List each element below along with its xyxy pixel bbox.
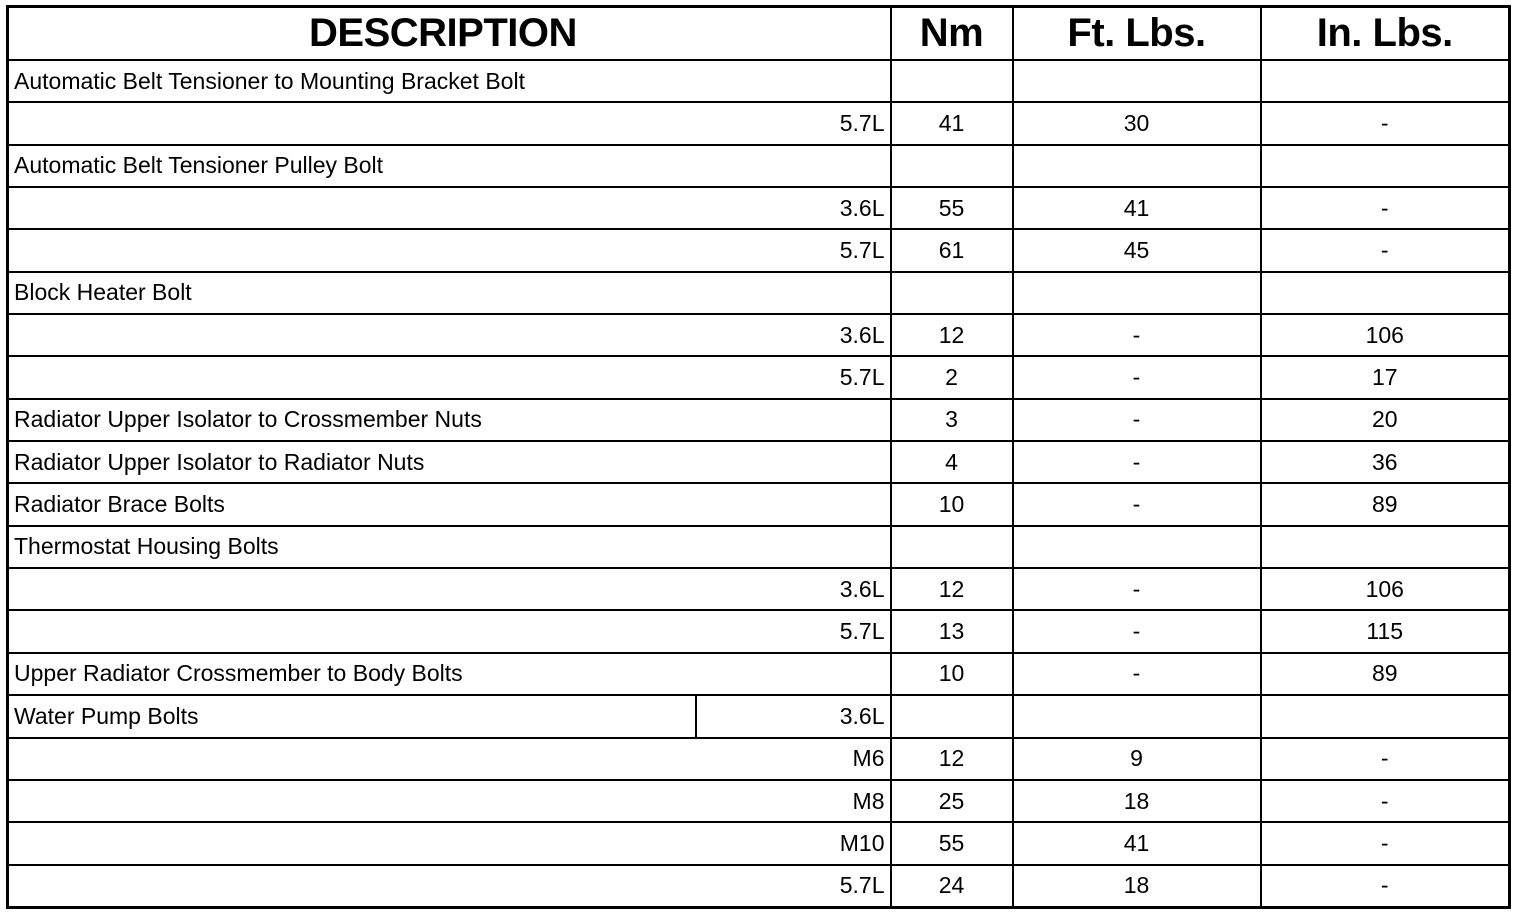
nm-value: [891, 695, 1013, 737]
nm-value: 3: [891, 399, 1013, 441]
engine-variant: M6: [8, 738, 891, 780]
ft-lbs-value: [1013, 695, 1261, 737]
nm-value: 12: [891, 314, 1013, 356]
in-lbs-value: [1261, 272, 1510, 314]
nm-value: 25: [891, 780, 1013, 822]
description-text: Radiator Brace Bolts: [8, 483, 891, 525]
engine-variant: M8: [8, 780, 891, 822]
table-row: [8, 526, 1510, 568]
table-row: [8, 568, 1510, 610]
in-lbs-value: 106: [1261, 314, 1510, 356]
in-lbs-value: 89: [1261, 653, 1510, 695]
nm-value: 13: [891, 610, 1013, 652]
nm-value: 61: [891, 229, 1013, 271]
description-text: Block Heater Bolt: [8, 272, 891, 314]
in-lbs-value: -: [1261, 229, 1510, 271]
table-row: [8, 780, 1510, 822]
nm-value: [891, 272, 1013, 314]
engine-variant: M10: [8, 822, 891, 864]
nm-value: 10: [891, 653, 1013, 695]
nm-value: 12: [891, 738, 1013, 780]
nm-value: 4: [891, 441, 1013, 483]
ft-lbs-value: 45: [1013, 229, 1261, 271]
table-row: [8, 738, 1510, 780]
header-in-lbs: In. Lbs.: [1261, 7, 1510, 61]
in-lbs-value: -: [1261, 780, 1510, 822]
engine-variant: 5.7L: [8, 610, 891, 652]
description-text: Thermostat Housing Bolts: [8, 526, 891, 568]
ft-lbs-value: -: [1013, 653, 1261, 695]
in-lbs-value: -: [1261, 865, 1510, 908]
in-lbs-value: 17: [1261, 356, 1510, 398]
engine-variant: 3.6L: [8, 568, 891, 610]
table-row: [8, 653, 1510, 695]
description-text: Upper Radiator Crossmember to Body Bolts: [8, 653, 891, 695]
nm-value: [891, 526, 1013, 568]
ft-lbs-value: -: [1013, 441, 1261, 483]
table-row: [8, 865, 1510, 908]
nm-value: 12: [891, 568, 1013, 610]
table-row: [8, 187, 1510, 229]
engine-variant: 5.7L: [8, 356, 891, 398]
table-row: [8, 822, 1510, 864]
ft-lbs-value: 18: [1013, 780, 1261, 822]
in-lbs-value: -: [1261, 187, 1510, 229]
table-row: [8, 356, 1510, 398]
ft-lbs-value: [1013, 526, 1261, 568]
header-row: [8, 7, 1510, 61]
engine-variant: 3.6L: [8, 187, 891, 229]
ft-lbs-value: -: [1013, 568, 1261, 610]
header-description: DESCRIPTION: [8, 7, 891, 61]
table-row: [8, 399, 1510, 441]
table-body: [8, 60, 1510, 908]
ft-lbs-value: 9: [1013, 738, 1261, 780]
nm-value: 2: [891, 356, 1013, 398]
ft-lbs-value: 18: [1013, 865, 1261, 908]
table-row: [8, 60, 1510, 102]
in-lbs-value: [1261, 145, 1510, 187]
in-lbs-value: [1261, 60, 1510, 102]
engine-variant: 3.6L: [8, 314, 891, 356]
nm-value: 24: [891, 865, 1013, 908]
ft-lbs-value: -: [1013, 483, 1261, 525]
description-text: Water Pump Bolts: [9, 696, 697, 736]
table-row: [8, 272, 1510, 314]
in-lbs-value: 106: [1261, 568, 1510, 610]
description-text: Automatic Belt Tensioner to Mounting Bracket Bolt: [8, 60, 891, 102]
table-row: [8, 314, 1510, 356]
in-lbs-value: [1261, 695, 1510, 737]
description-text: Radiator Upper Isolator to Radiator Nuts: [8, 441, 891, 483]
nm-value: [891, 60, 1013, 102]
table-row: [8, 229, 1510, 271]
ft-lbs-value: [1013, 145, 1261, 187]
header-ft-lbs: Ft. Lbs.: [1013, 7, 1261, 61]
table-row: [8, 145, 1510, 187]
in-lbs-value: [1261, 526, 1510, 568]
description-cell: [8, 695, 891, 737]
nm-value: 55: [891, 187, 1013, 229]
in-lbs-value: -: [1261, 738, 1510, 780]
in-lbs-value: 89: [1261, 483, 1510, 525]
engine-variant: 5.7L: [8, 229, 891, 271]
ft-lbs-value: [1013, 272, 1261, 314]
nm-value: 55: [891, 822, 1013, 864]
ft-lbs-value: 41: [1013, 822, 1261, 864]
description-text: Radiator Upper Isolator to Crossmember Nuts: [8, 399, 891, 441]
in-lbs-value: 115: [1261, 610, 1510, 652]
nm-value: 41: [891, 102, 1013, 144]
ft-lbs-value: [1013, 60, 1261, 102]
ft-lbs-value: -: [1013, 314, 1261, 356]
engine-variant: 3.6L: [839, 702, 885, 729]
nm-value: 10: [891, 483, 1013, 525]
nm-value: [891, 145, 1013, 187]
in-lbs-value: -: [1261, 102, 1510, 144]
header-nm: Nm: [891, 7, 1013, 61]
ft-lbs-value: 30: [1013, 102, 1261, 144]
in-lbs-value: -: [1261, 822, 1510, 864]
ft-lbs-value: -: [1013, 356, 1261, 398]
in-lbs-value: 20: [1261, 399, 1510, 441]
torque-spec-table: [6, 5, 1511, 909]
table-row: [8, 695, 1510, 737]
description-text: Automatic Belt Tensioner Pulley Bolt: [8, 145, 891, 187]
in-lbs-value: 36: [1261, 441, 1510, 483]
table-row: [8, 102, 1510, 144]
table-row: [8, 483, 1510, 525]
ft-lbs-value: -: [1013, 399, 1261, 441]
table-row: [8, 610, 1510, 652]
table-row: [8, 441, 1510, 483]
engine-variant: 5.7L: [8, 865, 891, 908]
ft-lbs-value: -: [1013, 610, 1261, 652]
ft-lbs-value: 41: [1013, 187, 1261, 229]
engine-variant: 5.7L: [8, 102, 891, 144]
